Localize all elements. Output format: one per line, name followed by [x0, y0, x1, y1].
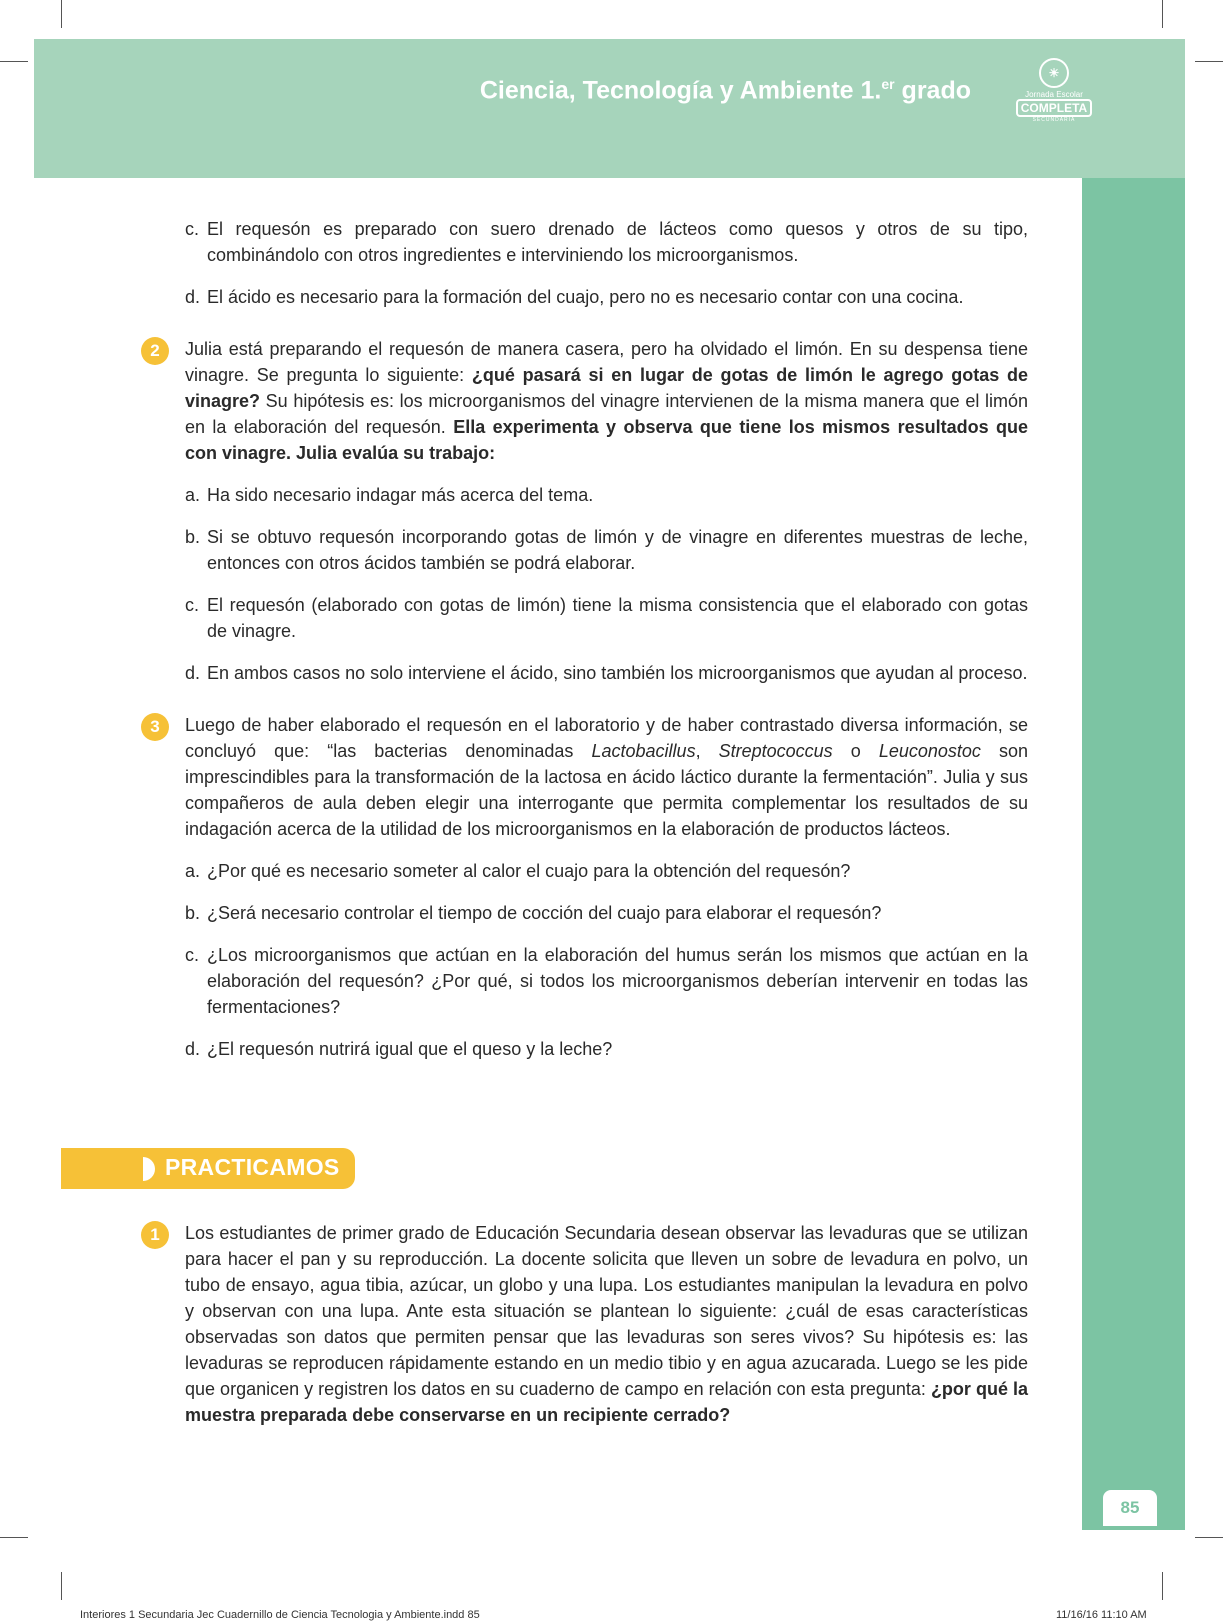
bold-statement: Ella experimenta y observa que tiene los mismos resultados que con vinagre. Julia evalúa su trabajo: [185, 417, 1028, 463]
option-text: ¿El requesón nutrirá igual que el queso y la leche? [207, 1039, 613, 1059]
question-text [185, 712, 1028, 842]
footer-date: 11/16/16 11:10 AM [1056, 1609, 1147, 1621]
text-run: o [832, 741, 879, 761]
option-label: b. [185, 903, 201, 923]
option-d [185, 660, 1028, 686]
footer-file: Interiores 1 Secundaria Jec Cuadernillo de Ciencia Tecnologia y Ambiente.indd 85 [80, 1609, 480, 1621]
jec-logo [1012, 58, 1096, 128]
main-content [140, 216, 1028, 1062]
option-text: ¿Los microorganismos que actúan en la elaboración del humus serán los mismos que actúan en la elaboración del requesón? ¿Por qué, si todos los microorganismos deberían intervenir en todas las fermentaciones? [207, 945, 1028, 1017]
logo-small-text: Jornada Escolar [1025, 90, 1083, 99]
option-label: b. [185, 527, 201, 547]
crop-mark [0, 61, 28, 62]
question-2 [140, 336, 1028, 466]
option-label: a. [185, 861, 201, 881]
option-text: El requesón es preparado con suero drenado de lácteos como quesos y otros de su tipo, combinándolo con otros ingredientes e interviniendo los microorganismos. [207, 219, 1028, 265]
option-d [185, 284, 1028, 310]
crop-mark [61, 0, 62, 28]
crop-mark [1162, 1572, 1163, 1600]
header-title [480, 76, 971, 105]
option-a [185, 482, 1028, 508]
question-number-badge: 2 [141, 337, 169, 365]
crop-mark [1195, 61, 1223, 62]
header-title-sup: er [881, 76, 895, 92]
question-text [185, 1220, 1028, 1428]
option-text: El ácido es necesario para la formación del cuajo, pero no es necesario contar con una cocina. [207, 287, 964, 307]
text-run: , [695, 741, 719, 761]
option-label: d. [185, 1039, 201, 1059]
page-number: 85 [1103, 1490, 1157, 1526]
sun-icon: ☀ [1039, 58, 1069, 88]
option-d [185, 1036, 1028, 1062]
option-label: c. [185, 219, 200, 239]
practice-label: PRACTICAMOS [165, 1154, 340, 1180]
header-title-text: Ciencia, Tecnología y Ambiente 1. [479, 76, 882, 105]
option-text: El requesón (elaborado con gotas de limón) tiene la misma consistencia que el elaborado con gotas de vinagre. [207, 595, 1028, 641]
option-c [185, 216, 1028, 268]
option-text: ¿Será necesario controlar el tiempo de cocción del cuajo para elaborar el requesón? [207, 903, 882, 923]
half-circle-icon [143, 1157, 155, 1181]
italic-term: Streptococcus [718, 741, 833, 761]
crop-mark [1162, 0, 1163, 28]
question-text [185, 336, 1028, 466]
option-c [185, 592, 1028, 644]
option-label: d. [185, 287, 201, 307]
option-label: d. [185, 663, 201, 683]
bold-question: ¿qué pasará si en lugar de gotas de limón le agrego gotas de vinagre? [185, 365, 1029, 411]
practice-content [140, 1220, 1028, 1428]
option-label: c. [185, 595, 200, 615]
crop-mark [61, 1572, 62, 1600]
option-label: a. [185, 485, 201, 505]
side-band [1082, 178, 1185, 1530]
question-number-badge: 3 [141, 713, 169, 741]
option-text: Si se obtuvo requesón incorporando gotas de limón y de vinagre en diferentes muestras de leche, entonces con otros ácidos también se podrá elaborar. [207, 527, 1028, 573]
logo-tiny-text: SECUNDARIA [1032, 117, 1076, 123]
option-label: c. [185, 945, 200, 965]
text-run: son imprescindibles para la transformación de la lactosa en ácido láctico durante la fermentación”. Julia y sus compañeros de aula deben elegir una interrogante que permita complementar los resultados de su indagación acerca de la utilidad de los microorganismos en la elaboración de productos lácteos. [185, 741, 1028, 839]
practice-question-1 [140, 1220, 1028, 1428]
option-b [185, 900, 1028, 926]
logo-big-text: COMPLETA [1016, 99, 1092, 117]
option-text: En ambos casos no solo interviene el ácido, sino también los microorganismos que ayudan al proceso. [207, 663, 1028, 683]
question-number-badge: 1 [141, 1221, 169, 1249]
option-b [185, 524, 1028, 576]
option-c [185, 942, 1028, 1020]
text-run: Su hipótesis es: los microorganismos del vinagre intervienen de la misma manera que el limón en la elaboración del requesón. [185, 391, 1028, 437]
italic-term: Lactobacillus [591, 741, 696, 761]
option-text: Ha sido necesario indagar más acerca del tema. [207, 485, 594, 505]
crop-mark [1195, 1537, 1223, 1538]
option-text: ¿Por qué es necesario someter al calor el cuajo para la obtención del requesón? [207, 861, 851, 881]
crop-mark [0, 1537, 28, 1538]
question-3 [140, 712, 1028, 842]
italic-term: Leuconostoc [878, 741, 981, 761]
text-run: Luego de haber elaborado el requesón en el laboratorio y de haber contrastado diversa información, se concluyó que: “las bacterias denominadas [185, 715, 1028, 761]
bold-question: ¿por qué la muestra preparada debe conservarse en un recipiente cerrado? [185, 1379, 1028, 1425]
header-title-end: grado [901, 76, 971, 105]
practice-banner [61, 1148, 355, 1189]
option-a [185, 858, 1028, 884]
text-run: Julia está preparando el requesón de manera casera, pero ha olvidado el limón. En su despensa tiene vinagre. Se pregunta lo siguiente: [185, 339, 1028, 385]
text-run: Los estudiantes de primer grado de Educación Secundaria desean observar las levaduras que se utilizan para hacer el pan y su reproducción. La docente solicita que lleven un sobre de levadura en polvo, un tubo de ensayo, agua tibia, azúcar, un globo y una lupa. Los estudiantes manipulan la levadura en polvo y observan con una lupa. Ante esta situación se plantean lo siguiente: ¿cuál de esas características observadas son datos que permiten pensar que las levaduras son seres vivos? Su hipótesis es: las levaduras se reproducen rápidamente estando en un medio tibio y en agua azucarada. Luego se les pide que organicen y registren los datos en su cuaderno de campo en relación con esta pregunta: [185, 1223, 1028, 1399]
